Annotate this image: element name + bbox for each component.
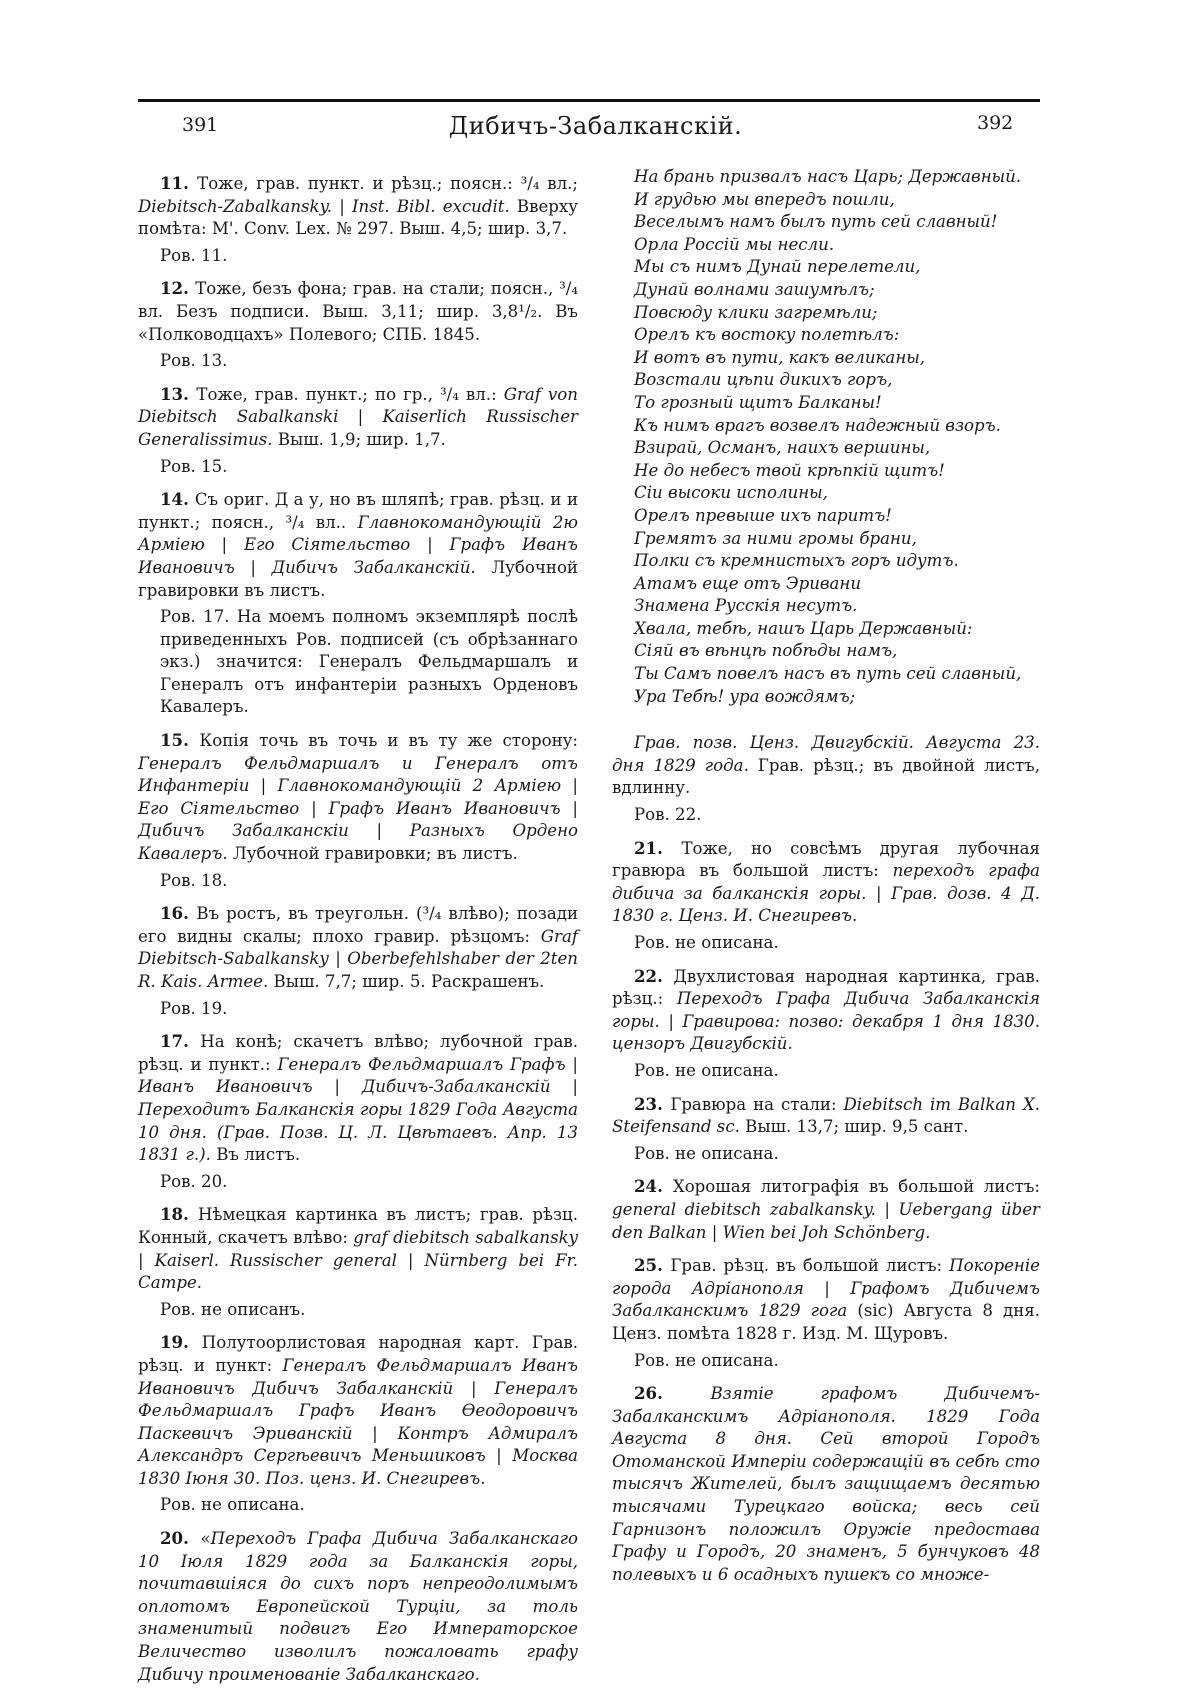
running-title: Дибичъ-Забалканскій. bbox=[448, 112, 743, 140]
poem-line: Орелъ превыше ихъ паритъ! bbox=[634, 505, 892, 525]
entry-number: 18. bbox=[160, 1204, 199, 1225]
entry-text: Двухлистовая народная картинка, грав. рѣзц.: bbox=[612, 966, 1040, 1009]
entry-number: 19. bbox=[160, 1332, 202, 1353]
catalog-entry bbox=[138, 1030, 578, 1167]
rovinsky-reference: Ров. 20. bbox=[160, 1171, 228, 1191]
catalog-entry bbox=[138, 902, 578, 993]
entry-details: Лубочной гравировки; въ листъ. bbox=[227, 844, 518, 864]
rovinsky-reference: Ров. 15. bbox=[160, 456, 228, 476]
entry-details: Выш. 7,7; шир. 5. Раскрашенъ. bbox=[268, 972, 545, 991]
entry-number: 13. bbox=[160, 383, 197, 404]
entry-details: Выш. 13,7; шир. 9,5 сант. bbox=[739, 1117, 969, 1137]
entry-inscription: Главнокомандующій 2ю Арміею | Его Сіятельство | Графъ Иванъ Ивановичъ | Дибичъ Забалканскій. bbox=[138, 512, 578, 577]
entry-number: 14. bbox=[160, 489, 195, 510]
rovinsky-reference: Ров. не описана. bbox=[634, 933, 779, 952]
entry-inscription: graf diebitsch sabalkansky | Kaiserl. Russischer general | Nürnberg bei Fr. Campe. bbox=[138, 1227, 579, 1293]
rovinsky-reference: Ров. не описана. bbox=[634, 1060, 779, 1080]
entry-details: Выш. 1,9; шир. 1,7. bbox=[272, 429, 446, 449]
poem-line: Ура Тебѣ! ура вождямъ; bbox=[634, 686, 856, 706]
catalog-entry bbox=[138, 1331, 578, 1490]
entry-text: Нѣмецкая картинка въ листъ; грав. рѣзц. Конный, скачетъ влѣво: bbox=[138, 1205, 578, 1247]
poem-line: Орла Россій мы несли. bbox=[634, 234, 835, 254]
entry-details: Грав. рѣзц.; въ двойной листъ, вдлинну. bbox=[612, 755, 1040, 798]
entry-inscription: Покореніе города Адріанополя | Графомъ Дибичемъ Забалканскимъ 1829 гога bbox=[612, 1256, 1040, 1321]
catalog-entry bbox=[612, 732, 1040, 800]
entry-details: (sic) Августа 8 дня. Ценз. помѣта 1828 г. Изд. М. Щуровъ. bbox=[612, 1301, 1040, 1343]
poem-line: Полки съ кремнистыхъ горъ идутъ. bbox=[634, 551, 959, 571]
poem bbox=[634, 166, 1040, 708]
header-rule bbox=[138, 99, 1040, 102]
catalog-entry bbox=[612, 1093, 1040, 1139]
entry-number: 23. bbox=[634, 1093, 671, 1114]
entry-number: 22. bbox=[634, 965, 674, 986]
entry-number: 16. bbox=[160, 903, 197, 924]
entry-text: Тоже, грав. пункт.; по гр., ³/₄ вл.: bbox=[196, 384, 504, 404]
poem-line: Сіяй въ вѣнцѣ побѣды намъ, bbox=[634, 641, 898, 661]
right-entries bbox=[612, 732, 1040, 1586]
entry-text: Тоже, безъ фона; грав. на стали; поясн., ³/₄ вл. Безъ подписи. Выш. 3,11; шир. 3,8¹/₂. Въ «Полководцахъ» Полевого; СПБ. 1845. bbox=[138, 279, 578, 344]
rovinsky-reference: Ров. 11. bbox=[160, 245, 228, 265]
poem-line: Возстали цѣпи дикихъ горъ, bbox=[634, 370, 893, 390]
poem-line: И грудью мы впередъ пошли, bbox=[634, 189, 895, 209]
entry-number: 21. bbox=[634, 837, 682, 858]
entry-number: 15. bbox=[160, 730, 200, 751]
poem-line: Къ нимъ врагъ возвелъ надежный взоръ. bbox=[634, 415, 1001, 435]
catalog-entry bbox=[138, 277, 578, 346]
catalog-entry bbox=[138, 1527, 578, 1686]
poem-line: Хвала, тебѣ, нашъ Царь Державный: bbox=[634, 618, 973, 638]
rovinsky-reference: Ров. 22. bbox=[634, 805, 702, 825]
entry-number: 24. bbox=[634, 1176, 673, 1197]
entry-text: Гравюра на стали: bbox=[670, 1094, 844, 1114]
entry-text: Тоже, грав. пункт. и рѣзц.; поясн.: ³/₄ вл.; bbox=[197, 174, 578, 193]
entry-inscription: переходъ графа дибича за балканскія горы. | Грав. дозв. 4 Д. 1830 г. Ценз. И. Снегиревъ. bbox=[612, 861, 1040, 926]
catalog-entry bbox=[138, 1203, 578, 1294]
entry-number: 17. bbox=[160, 1031, 201, 1052]
entry-inscription: Graf Diebitsch-Sabalkansky | Oberbefehlshaber der 2ten R. Kais. Armee. bbox=[138, 926, 578, 991]
poem-line: И вотъ въ пути, какъ великаны, bbox=[634, 347, 926, 367]
entry-inscription: Diebitsch-Zabalkansky. | Inst. Bibl. excudit. bbox=[138, 196, 510, 216]
entry-number: 25. bbox=[634, 1255, 671, 1276]
entry-inscription: Graf von Diebitsch Sabalkanski | Kaiserlich Russischer Generalissimus. bbox=[138, 384, 578, 449]
poem-line: Атамъ еще отъ Эривани bbox=[634, 573, 862, 593]
entry-inscription: Переходъ Графа Дибича Забалканскаго 10 Іюля 1829 года за Балканскія горы, почитавшіяся до сихъ поръ непреодолимымъ оплотомъ Европейской Турціи, за толь знаменитый подвигъ Его Императорское Величество изволилъ пожаловать графу Дибичу проименованіе Забалканскаго. bbox=[138, 1529, 578, 1684]
catalog-entry bbox=[612, 965, 1040, 1056]
poem-line: Не до небесъ твой крѣпкій щитъ! bbox=[634, 460, 945, 480]
poem-line: Мы съ нимъ Дунай перелетели, bbox=[634, 257, 921, 277]
rovinsky-reference: Ров. не описана. bbox=[634, 1350, 779, 1370]
entry-inscription: Генералъ Фельдмаршалъ и Генералъ отъ Инфантеріи | Главнокомандующій 2 Арміею | Его Сіятельство | Графъ Иванъ Ивановичъ | Дибичъ Забалканскіи | Разныхъ Ордено Кавалеръ. bbox=[138, 753, 578, 864]
poem-line: Ты Самъ повелъ насъ въ путь сей славный, bbox=[634, 664, 1022, 684]
entry-text: « bbox=[200, 1529, 211, 1549]
entry-text: Съ ориг. Д а у, но въ шляпѣ; грав. рѣзц. и и пункт.; поясн., ³/₄ вл.. bbox=[138, 490, 579, 532]
entry-details: Въ листъ. bbox=[210, 1145, 301, 1165]
poem-line: Взирай, Османъ, наихъ вершины, bbox=[634, 438, 931, 458]
entry-number: 20. bbox=[160, 1528, 201, 1549]
poem-line: На брань призвалъ насъ Царь; Державный. bbox=[634, 167, 1022, 186]
rovinsky-reference: Ров. 13. bbox=[160, 351, 228, 371]
entry-text: Хорошая литографія въ большой листъ: bbox=[672, 1177, 1040, 1197]
entry-inscription: Переходъ Графа Дибича Забалканскія горы. | Гравирова: позво: декабря 1 дня 1830. цензоръ Двигубскій. bbox=[612, 989, 1040, 1054]
catalog-entry bbox=[138, 488, 578, 602]
catalog-entry bbox=[138, 172, 578, 241]
poem-line: То грозный щитъ Балканы! bbox=[634, 392, 882, 412]
right-page-number: 392 bbox=[977, 112, 1014, 134]
entry-text: Тоже, но совсѣмъ другая лубочная гравюра въ большой листъ: bbox=[612, 838, 1040, 881]
entry-text: Полутоорлистовая народная карт. Грав. рѣзц. и пункт: bbox=[138, 1333, 578, 1375]
entry-inscription: Diebitsch im Balkan X. Steifensand sc. bbox=[612, 1094, 1040, 1137]
catalog-entry bbox=[612, 1382, 1040, 1586]
poem-line: Гремятъ за ними громы брани, bbox=[634, 528, 917, 548]
catalog-entry bbox=[612, 1254, 1040, 1345]
entry-number: 12. bbox=[160, 278, 196, 299]
rovinsky-reference: Ров. не описанъ. bbox=[160, 1299, 306, 1319]
poem-line: Дунай волнами зашумѣлъ; bbox=[634, 279, 875, 299]
catalog-entry bbox=[138, 383, 578, 452]
rovinsky-reference: Ров. 18. bbox=[160, 870, 228, 890]
entry-text: Грав. рѣзц. въ большой листъ: bbox=[670, 1256, 950, 1276]
entry-details: Вверху помѣта: M'. Conv. Lex. № 297. Выш. 4,5; шир. 3,7. bbox=[138, 196, 579, 239]
catalog-entry bbox=[612, 837, 1040, 928]
left-column bbox=[138, 172, 578, 1696]
poem-line: Сіи высоки исполины, bbox=[634, 483, 828, 503]
entry-inscription: general diebitsch zabalkansky. | Uebergang über den Balkan | Wien bei Joh Schönberg. bbox=[612, 1199, 1040, 1242]
entry-number: 26. bbox=[634, 1383, 711, 1404]
rovinsky-reference: Ров. 19. bbox=[160, 998, 228, 1018]
entry-inscription: Грав. позв. Ценз. Двигубскій. Августа 23. дня 1829 года. bbox=[612, 733, 1040, 775]
entry-number: 11. bbox=[160, 173, 198, 193]
poem-line: Знамена Русскія несутъ. bbox=[634, 596, 858, 616]
entry-inscription: Генералъ Фельдмаршалъ Графъ | Иванъ Ивановичъ | Дибичъ-Забалканскій | Переходитъ Балканскія горы 1829 Года Августа 10 дня. (Грав. Позв. Ц. Л. Цвѣтаевъ. Апр. 13 1831 г.). bbox=[138, 1054, 579, 1165]
poem-line: Веселымъ намъ былъ путь сей славный! bbox=[634, 212, 998, 232]
rovinsky-reference: Ров. не описана. bbox=[160, 1495, 305, 1515]
catalog-entry bbox=[612, 1175, 1040, 1244]
entry-text: На конѣ; скачетъ влѣво; лубочной грав. рѣзц. и пункт.: bbox=[138, 1032, 578, 1074]
poem-line: Повсюду клики загремѣли; bbox=[634, 302, 878, 322]
rovinsky-reference: Ров. 17. На моемъ полномъ экземплярѣ послѣ приведенныхъ Ров. подписей (съ обрѣзаннаго экз.) значится: Генералъ Фельдмаршалъ и Генералъ отъ инфантеріи разныхъ Орденовъ Кавалеръ. bbox=[160, 607, 578, 717]
entry-details: Лубочной гравировки въ листъ. bbox=[138, 557, 578, 600]
left-page-number: 391 bbox=[182, 114, 219, 136]
entry-text: Въ ростъ, въ треугольн. (³/₄ влѣво); позади его видны скалы; плохо гравир. рѣзцомъ: bbox=[138, 904, 579, 946]
entry-inscription: Взятіе графомъ Дибичемъ-Забалканскимъ Адріанополя. 1829 Года Августа 8 дня. Сей второй Городъ Отоманской Имперіи содержащій въ себѣ сто тысячъ Жителей, былъ защищаемъ десятью тысячами Турецкаго войска; весь сей Гарнизонъ положилъ Оружіе предостава Графу и Городъ, 20 знаменъ, 5 бунчуковъ 48 полевыхъ и 6 осадныхъ пушекъ со множе- bbox=[612, 1384, 1040, 1584]
right-column bbox=[612, 166, 1040, 1596]
entry-text: Копія точь въ точь и въ ту же сторону: bbox=[199, 731, 578, 751]
rovinsky-reference: Ров. не описана. bbox=[634, 1143, 779, 1163]
catalog-entry bbox=[138, 729, 578, 866]
entry-inscription: Генералъ Фельдмаршалъ Иванъ Ивановичъ Дибичъ Забалканскій | Генералъ Фельдмаршалъ Графъ Иванъ Ѳеодоровичъ Паскевичъ Эриванскій | Контръ Адмиралъ Александръ Сергѣевичъ Меньшиковъ | Москва 1830 Іюня 30. Поз. ценз. И. Снегиревъ. bbox=[138, 1355, 578, 1488]
poem-line: Орелъ къ востоку полетѣлъ: bbox=[634, 325, 900, 345]
